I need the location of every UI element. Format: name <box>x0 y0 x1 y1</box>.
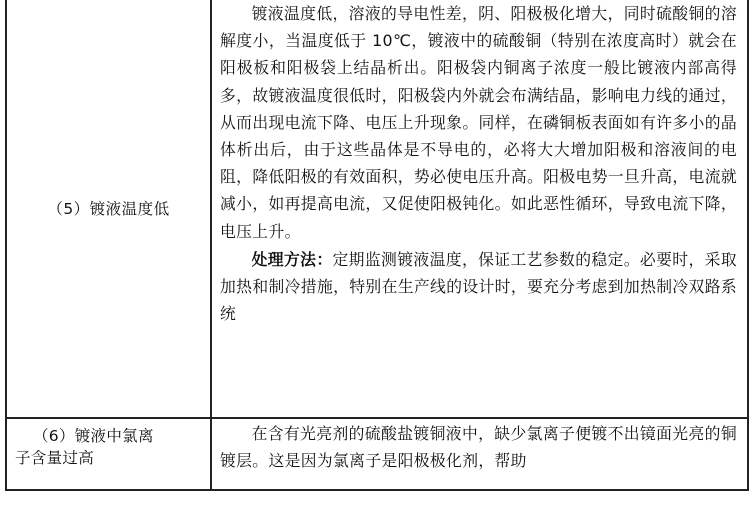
problem-label-line-1: （6）镀液中氯离 <box>33 427 154 445</box>
solution-text: 定期监测镀液温度，保证工艺参数的稳定。必要时，采取加热和制冷措施，特别在生产线的设计时，要充分考虑到加热制冷双路系统 <box>220 249 737 324</box>
problem-cell <box>6 418 211 490</box>
table-row <box>6 0 748 418</box>
problem-cell <box>6 0 211 418</box>
troubleshooting-table <box>5 0 749 491</box>
description-cell <box>211 418 748 490</box>
problem-label-line-2: 子含量过高 <box>15 449 95 467</box>
cause-paragraph: 在含有光亮剂的硫酸盐镀铜液中，缺少氯离子便镀不出镜面光亮的铜镀层。这是因为氯离子是阳极极化剂，帮助 <box>220 424 737 471</box>
description-cell <box>211 0 748 418</box>
cause-paragraph: 镀液温度低，溶液的导电性差，阴、阳极极化增大，同时硫酸铜的溶解度小，当温度低于 10℃，镀液中的硫酸铜（特别在浓度高时）就会在阳极板和阳极袋上结晶析出。阳极袋内铜离子浓度一般比镀液内部高得多，故镀液温度很低时，阳极袋内外就会布满结晶，影响电力线的通过，从而出现电流下降、电压上升现象。同样，在磷铜板表面如有许多小的晶体析出后，由于这些晶体是不导电的，必将大大增加阳极和溶液间的电阻，降低阳极的有效面积，势必使电压升高。阳极电势一旦升高，电流就减小，如再提高电流，又促使阳极钝化。如此恶性循环，导致电流下降，电压上升。 <box>220 4 737 241</box>
solution-label: 处理方法： <box>251 249 333 269</box>
problem-label: （5）镀液温度低 <box>47 199 170 218</box>
solution-paragraph <box>220 246 737 328</box>
table-row <box>6 418 748 490</box>
